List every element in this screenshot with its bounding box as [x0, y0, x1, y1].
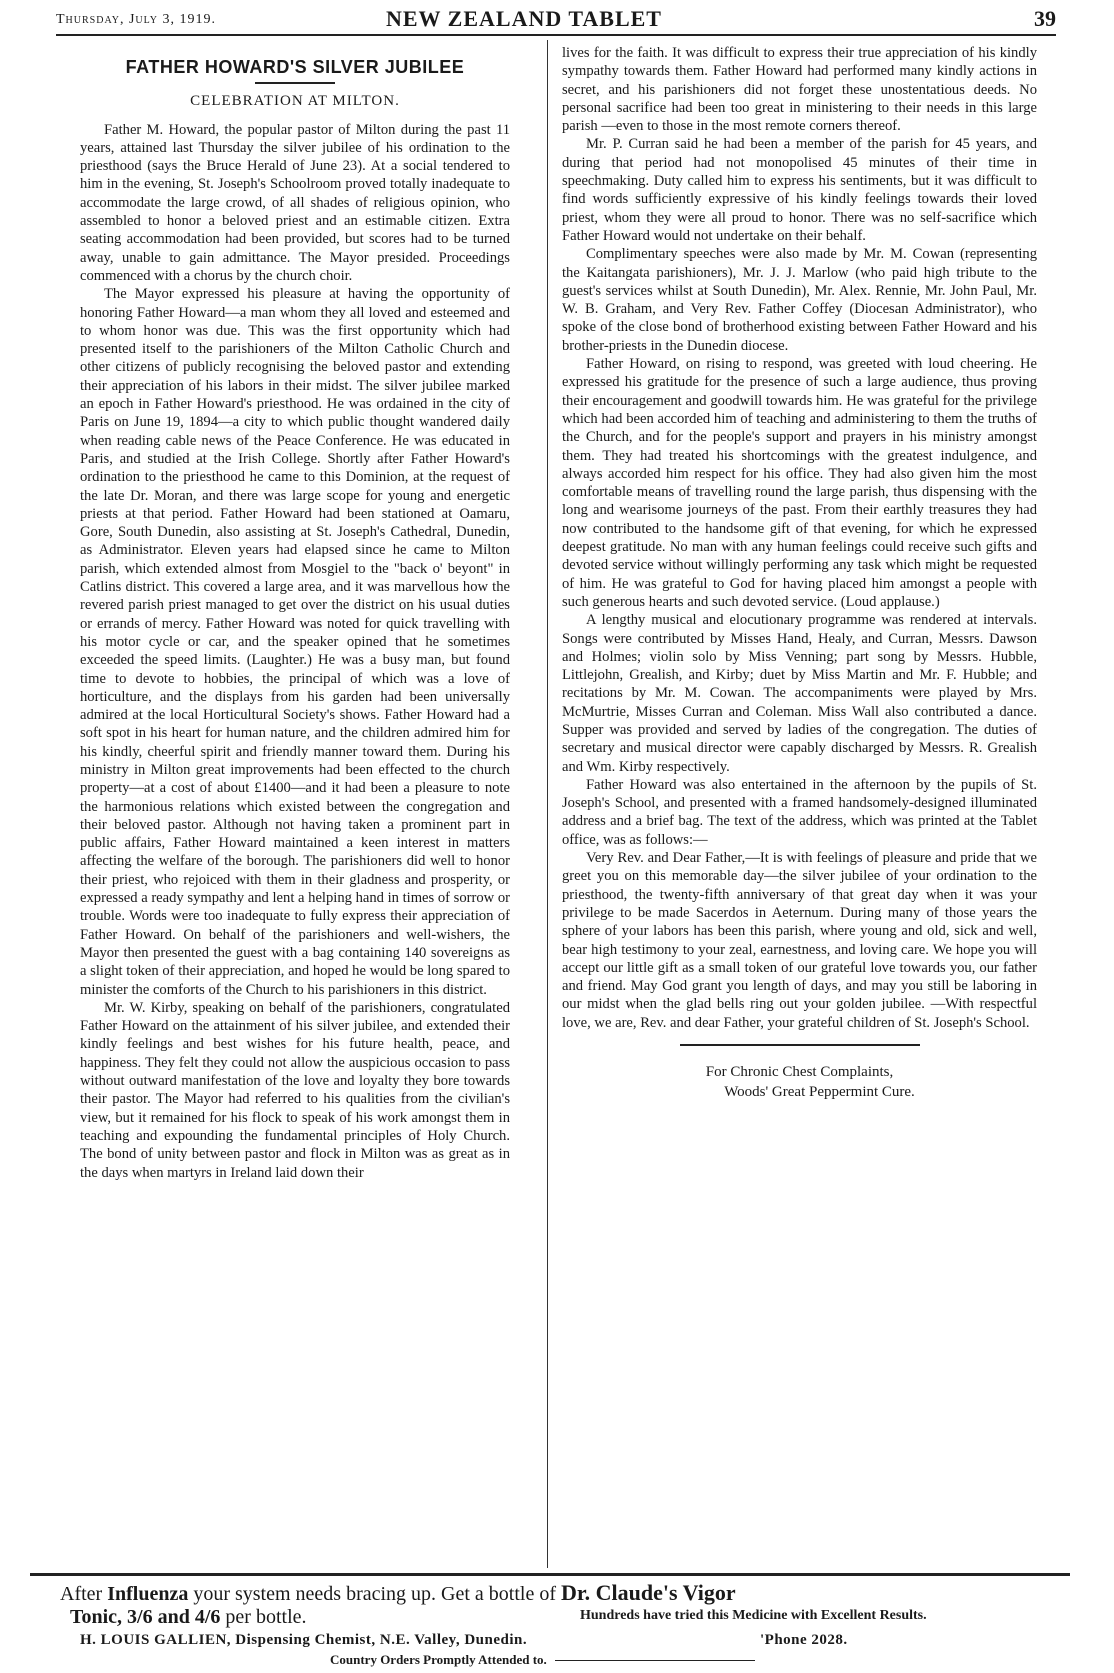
- column-divider: [547, 40, 548, 1568]
- ad-text: Country Orders Promptly Attended to.: [330, 1652, 547, 1667]
- ad-line-4: [330, 1652, 755, 1668]
- right-column: [562, 44, 1037, 1102]
- article-end-rule: [680, 1044, 920, 1046]
- ad-line-2: [70, 1606, 927, 1629]
- masthead-rule: [56, 34, 1056, 36]
- ad-phone: 'Phone 2028.: [760, 1632, 848, 1648]
- ad-line: For Chronic Chest Complaints,: [705, 1064, 894, 1081]
- paragraph: Mr. W. Kirby, speaking on behalf of the parishioners, congratulated Father Howard on the attainment of his silver jubilee, and extended their kindly feelings and best wishes for his future health, peace, and happiness. They felt they could not allow the auspicious occasion to pass without outward manifestation of the love and loyalty they bore towards their pastor. The Mayor had referred to his qualities from the civilian's view, but it remained for his flock to speak of his work amongst them in teaching and expounding the fundamental principles of Holy Church. The bond of unity between pastor and flock in Milton was as great as in the days when martyrs in Ireland laid down their: [80, 999, 510, 1181]
- ad-line-1: [60, 1580, 736, 1606]
- ad-testimonial: Hundreds have tried this Medicine with Excellent Results.: [580, 1608, 927, 1623]
- ad-text: Influenza: [107, 1583, 189, 1605]
- article-subtitle: CELEBRATION AT MILTON.: [190, 93, 400, 110]
- ad-line: Woods' Great Peppermint Cure.: [724, 1084, 915, 1101]
- footer-rule: [30, 1573, 1070, 1576]
- decorative-rule: [555, 1660, 755, 1662]
- peppermint-cure-ad: [562, 1062, 1037, 1102]
- left-column: [80, 44, 510, 1182]
- paragraph: Father Howard was also entertained in the afternoon by the pupils of St. Joseph's School, and presented with a framed handsomely-designed illuminated address and a brief bag. The text of the address, which was printed at the Tablet office, was as follows:—: [562, 776, 1037, 848]
- ad-price: Tonic, 3/6 and 4/6: [70, 1606, 221, 1628]
- ad-chemist: H. LOUIS GALLIEN, Dispensing Chemist, N.E. Valley, Dunedin.: [80, 1632, 528, 1648]
- paragraph: Father M. Howard, the popular pastor of Milton during the past 11 years, attained last Thursday the silver jubilee of his ordination to the priesthood (says the Bruce Herald of June 23). At a social tendered to him in the evening, St. Joseph's Schoolroom proved totally inadequate to accommodate the large crowd, of all shades of religious opinion, who assembled to honor a beloved priest and an estimable citizen. Extra seating accommodation had been provided, but scores had to be turned away, unable to gain admittance. The Mayor presided. Proceedings commenced with a chorus by the church choir.: [80, 121, 510, 284]
- paragraph: Complimentary speeches were also made by Mr. M. Cowan (representing the Kaitangata parishioners), Mr. J. J. Marlow (who paid high tribute to the guest's services whilst at South Dunedin), Mr. Alex. Rennie, Mr. John Paul, Mr. W. B. Graham, and Very Rev. Father Coffey (Diocesan Administrator), who spoke of the close bond of brotherhood existing between Father Howard and his brother-priests in the Dunedin diocese.: [562, 246, 1037, 354]
- issue-date: Thursday, July 3, 1919.: [56, 12, 216, 27]
- newspaper-title: NEW ZEALAND TABLET: [386, 6, 662, 31]
- ad-text: per bottle.: [220, 1606, 307, 1628]
- vigor-tonic-ad: [30, 1580, 1070, 1670]
- paragraph: A lengthy musical and elocutionary programme was rendered at intervals. Songs were contributed by Misses Hand, Healy, and Curran, Messrs. Dawson and Holmes; violin solo by Miss Venning; part song by Messrs. Hubble, Littlejohn, Grealish, and Kirby; duet by Miss Martin and Mr. F. Hubble; and recitations by Mr. M. Cowan. The accompaniments were played by Mrs. McMurtrie, Misses Curran and Coleman. Miss Wall also contributed a dance. Supper was provided and served by ladies of the congregation. The duties of secretary and musical director were capably discharged by Messrs. R. Grealish and Wm. Kirby respectively.: [562, 612, 1037, 775]
- ad-text: your system needs bracing up. Get a bottle of: [188, 1583, 562, 1605]
- paragraph: The Mayor expressed his pleasure at having the opportunity of honoring Father Howard—a man whom they all loved and esteemed and to whom honor was due. This was the first opportunity which had presented itself to the parishioners of the Milton Catholic Church and other citizens of publicly recognising the beloved pastor and extending their appreciation of his labors in their midst. The silver jubilee marked an epoch in Father Howard's priesthood. He was ordained in the city of Paris on June 19, 1894—a city to which public thought wandered daily when reading cable news of the Peace Conference. He was educated in Paris, and studied at the Irish College. Shortly after Father Howard's ordination to the priesthood he came to this Dominion, at the request of the late Dr. Moran, and there was large scope for young and energetic priests at that period. Father Howard had been stationed at Oamaru, Gore, South Dunedin, also assisting at St. Joseph's Cathedral, Dunedin, as Administrator. Eleven years had elapsed since he came to Milton parish, which extended almost from Mosgiel to the "back o' beyont" in Catlins district. This covered a large area, and it was marvellous how the revered parish priest managed to get over the district on his usual duties or errands of mercy. Father Howard was noted for quick travelling with his motor cycle or car, and the speaker opined that he sometimes exceeded the speed limits. (Laughter.) He was a busy man, but found time to devote to hobbies, the principal of which was a love of horticulture, and the displays from his garden had been universally admired at the local Horticultural Society's shows. Father Howard had a soft spot in his heart for human nature, and the children admired him for his kindly, cheerful spirit and friendly manner toward them. During his ministry in Milton great improvements had been effected to the church property—at a cost of about £1400—and it had been a pleasure to note the harmonious relations which existed between the congregation and their beloved pastor. Although not having taken a prominent part in public affairs, Father Howard maintained a keen interest in matters affecting the welfare of the borough. The parishioners did well to honor their priest, who rejoiced with them in their gladness and prosperity, or expressed a ready sympathy and lent a helping hand in times of sorrow or trouble. Words were too inadequate to fully express their appreciation of Father Howard. On behalf of the parishioners and well-wishers, the Mayor then presented the guest with a bag containing 140 sovereigns as a slight token of their appreciation, and hoped he would be long spared to minister the comforts of the Church to his parishioners in this district.: [80, 286, 510, 998]
- article-title: FATHER HOWARD'S SILVER JUBILEE: [125, 57, 465, 77]
- paragraph: lives for the faith. It was difficult to express their true appreciation of his kindly sympathy towards them. Father Howard had performed many kindly actions in secret, and his parishioners did not forget these unostentatious deeds. No personal sacrifice had been too great in ministering to their needs in this large parish —even to those in the most remote corners thereof.: [562, 45, 1037, 135]
- ad-product-name: Dr. Claude's Vigor: [561, 1580, 736, 1605]
- paragraph: Mr. P. Curran said he had been a member of the parish for 45 years, and during that period had not monopolised 45 minutes of their time in speechmaking. Duty called him to express his sentiments, but it was difficult to find words sufficiently expressive of his kindly feelings towards their loved priest, whom they were all proud to honor. There was no self-sacrifice which Father Howard would not undertake on their behalf.: [562, 136, 1037, 244]
- paragraph: Father Howard, on rising to respond, was greeted with loud cheering. He expressed his gratitude for the presence of such a large audience, thus proving their encouragement and goodwill towards him. He was grateful for the privilege which had been accorded him of teaching and administering to them the truths of the Church, and for the people's support and prayers in his ministry amongst them. They had treated his shortcomings with the greatest indulgence, and always accorded him respect for his office. They had also given him the most comfortable means of travelling round the large parish, thus dispensing with the long and wearisome journeys of the past. From their earthly treasures they had now contributed to the handsome gift of that evening, for which he expressed deepest gratitude. No man with any human feelings could receive such gifts and devoted service without willingly performing any task which might be requested of him. He was grateful to God for having placed him amongst a people with such generous hearts and such devoted service. (Loud applause.): [562, 356, 1037, 610]
- paragraph: Very Rev. and Dear Father,—It is with feelings of pleasure and pride that we greet you on this memorable day—the silver jubilee of your ordination to the priesthood, the twenty-fifth anniversary of that great day when it was your privilege to be made Sacerdos in Aeternum. During many of those years the sphere of your labors has been this parish, where young and old, sick and well, bear high testimony to your zeal, earnestness, and loving care. We hope you will accept our little gift as a small token of our grateful love towards you, our father and friend. May God grant you length of days, and may you still be laboring in our midst when the glad bells ring out your golden jubilee. —With respectful love, we are, Rev. and dear Father, your grateful children of St. Joseph's School.: [562, 850, 1037, 1031]
- title-rule: [255, 82, 335, 84]
- masthead: [56, 6, 1056, 32]
- page-number: 39: [1034, 6, 1056, 31]
- ad-line-3: [80, 1632, 848, 1649]
- ad-text: After: [60, 1583, 108, 1605]
